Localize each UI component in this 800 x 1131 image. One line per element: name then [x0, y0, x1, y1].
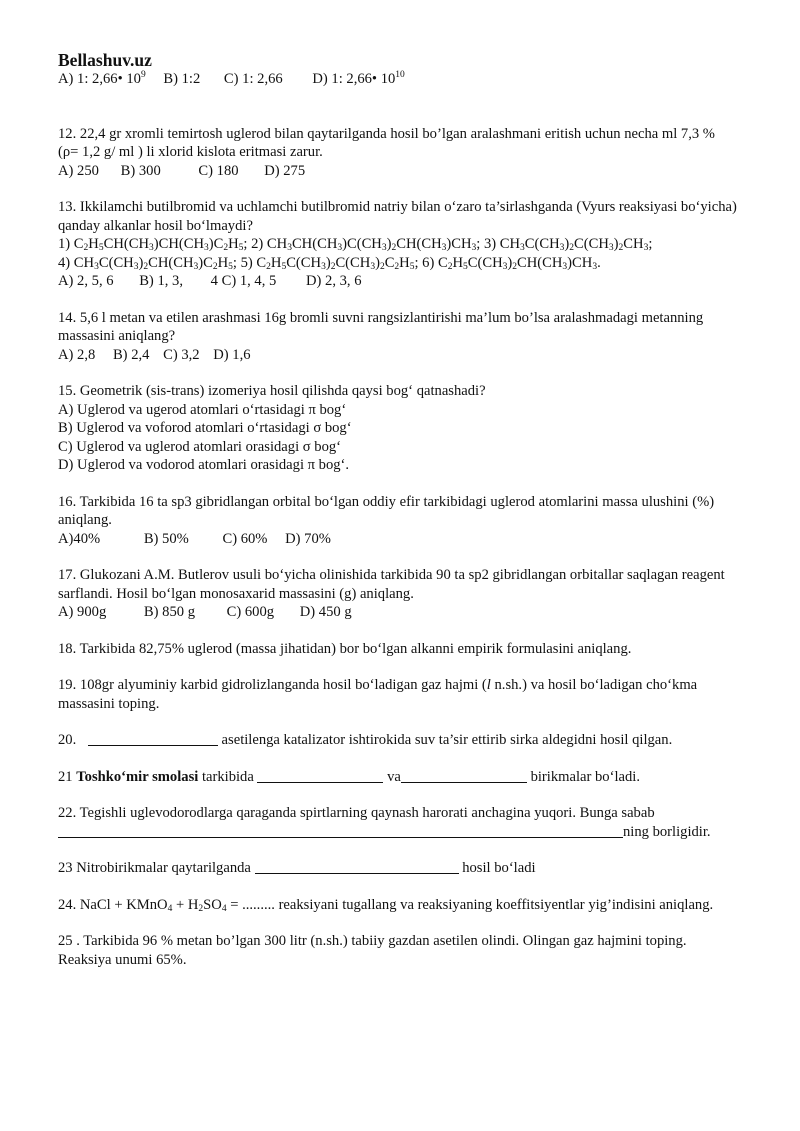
- q17-answer-a: A) 900g: [58, 604, 107, 620]
- question-17-answers: [58, 603, 738, 622]
- question-17: [58, 566, 738, 622]
- question-12-text: 12. 22,4 gr xromli temirtosh uglerod bilan qaytarilganda hosil bo’lgan aralashmani eritish uchun necha ml 7,3 % (ρ= 1,2 g/ ml ) li xlorid kislota eritmasi zarur.: [58, 125, 715, 160]
- answer-blank[interactable]: [401, 768, 527, 783]
- question-19-text: 19. 108gr alyuminiy karbid gidrolizlanganda hosil bo‘ladigan gaz hajmi (l n.sh.) va hosil bo‘ladigan cho‘kma massasini toping.: [58, 677, 698, 712]
- question-21-va: va: [383, 768, 401, 785]
- question-13-formulas-line-1: 1) $C_2H_5CH(CH_3)CH(CH_3)C_2H_5$; 2) $CH_3CH(CH_3)C(CH_3)_2CH(CH_3)CH_3$; 3) $CH_3C(CH_3)_2C(CH_3)_2CH_3$;: [58, 236, 653, 253]
- q16-answer-d: D) 70%: [285, 530, 331, 547]
- question-16: [58, 493, 738, 549]
- question-23-pre: 23 Nitrobirikmalar qaytarilganda: [58, 860, 255, 876]
- question-16-answers: [58, 530, 738, 549]
- question-18-text: 18. Tarkibida 82,75% uglerod (massa jihatidan) bor bo‘lgan alkanni empirik formulasini aniqlang.: [58, 640, 632, 657]
- q17-answer-b: B) 850 g: [143, 604, 195, 620]
- q13-answer-c: 4 C) 1, 4, 5: [210, 273, 277, 289]
- question-12: [58, 125, 738, 181]
- question-19: [58, 676, 738, 713]
- question-15-text: 15. Geometrik (sis-trans) izomeriya hosil qilishda qaysi bog‘ qatnashadi?: [58, 383, 486, 399]
- question-23: [58, 859, 738, 878]
- q11-answer-c: C) 1: 2,66: [223, 71, 283, 87]
- question-17-text: 17. Glukozani A.M. Butlerov usuli bo‘yicha olinishida tarkibida 90 ta sp2 gibridlangan orbitallar saqlagan reagent sarflandi. Hosil bo‘lgan monosaxarid massasini (g) aniqlang.: [58, 567, 725, 602]
- q12-answer-a: A) 250: [58, 162, 99, 179]
- q15-option-d: D) Uglerod va vodorod atomlari orasidagi π bog‘.: [58, 457, 350, 473]
- q14-answer-b: B) 2,4: [112, 346, 150, 363]
- q11-answer-a: A) 1: 2,66• $10^9$: [58, 70, 146, 87]
- q11-answer-b: B) 1:2: [163, 71, 201, 87]
- question-16-text: 16. Tarkibida 16 ta sp3 gibridlangan orbital bo‘lgan oddiy efir tarkibidagi uglerod atomlarini massa ulushini (%) aniqlang.: [58, 493, 715, 528]
- q13-answer-a: A) 2, 5, 6: [58, 273, 114, 289]
- question-24-text: = ......... reaksiyani tugallang va reaksiyaning koeffitsiyentlar yig’indisini aniqlang.: [226, 896, 714, 913]
- question-24: [58, 896, 738, 915]
- question-20-number: 20.: [58, 732, 77, 748]
- question-14-answers: [58, 346, 738, 365]
- q17-answer-d: D) 450 g: [299, 604, 352, 620]
- q16-answer-c: C) 60%: [222, 530, 268, 547]
- site-title: Bellashuv.uz: [58, 50, 152, 70]
- q12-answer-c: C) 180: [198, 162, 239, 179]
- q14-answer-d: D) 1,6: [213, 346, 251, 363]
- q13-answer-d: D) 2, 3, 6: [305, 273, 362, 289]
- question-21-bold-term: Toshko‘mir smolasi: [76, 768, 199, 785]
- question-14: [58, 309, 738, 365]
- q11-answer-d: D) 1: 2,66• $10^{10}$: [312, 70, 405, 87]
- question-22-end: ning borligidir.: [623, 823, 711, 840]
- q16-answer-a: A)40%: [58, 530, 101, 547]
- question-22-text: 22. Tegishli uglevodorodlarga qaraganda spirtlarning qaynash harorati anchagina yuqori. Bunga sabab: [58, 805, 655, 821]
- question-13-text: 13. Ikkilamchi butilbromid va uchlamchi butilbromid natriy bilan o‘zaro ta’sirlashganda (Vyurs reaksiyasi bo‘yicha) qanday alkanlar hosil bo‘lmaydi?: [58, 199, 737, 234]
- q16-answer-b: B) 50%: [143, 530, 189, 547]
- q17-answer-c: C) 600g: [226, 604, 275, 620]
- q12-answer-b: B) 300: [120, 162, 161, 179]
- question-13-answers: [58, 272, 738, 291]
- q14-answer-a: A) 2,8: [58, 346, 96, 363]
- question-25-text: 25 . Tarkibida 96 % metan bo’lgan 300 litr (n.sh.) tabiiy gazdan asetilen olindi. Olingan gaz hajmini toping. Reaksiya unumi 65%.: [58, 933, 687, 968]
- question-15: [58, 382, 738, 475]
- q15-option-c: C) Uglerod va uglerod atomlari orasidagi σ bog‘: [58, 438, 342, 455]
- q13-answer-b: B) 1, 3,: [139, 273, 183, 289]
- question-14-text: 14. 5,6 l metan va etilen arashmasi 16g bromli suvni rangsizlantirishi ma’lum bo’lsa aralashmadagi metanning massasini aniqlang?: [58, 309, 704, 344]
- question-25: [58, 932, 738, 969]
- answer-blank[interactable]: [58, 823, 623, 838]
- question-21-number: 21: [58, 768, 77, 785]
- question-18: [58, 640, 738, 659]
- question-13: [58, 198, 738, 291]
- question-24-equation: 24. NaCl + KMnO$_4$ + $H_2SO_4$: [58, 896, 227, 914]
- answer-blank[interactable]: [257, 768, 383, 783]
- worksheet-page: [58, 50, 738, 969]
- question-23-post: hosil bo‘ladi: [458, 860, 536, 876]
- q11-answers: [58, 70, 738, 89]
- question-22: [58, 804, 738, 841]
- answer-blank[interactable]: [255, 859, 459, 874]
- question-13-formulas-line-2: 4) $CH_3C(CH_3)_2CH(CH_3)C_2H_5$; 5) $C_2H_5C(CH_3)_2C(CH_3)_2C_2H_5$; 6) $C_2H_5C(CH_3)_2CH(CH_3)CH_3$.: [58, 254, 601, 272]
- question-20: [58, 731, 738, 750]
- q15-option-b: B) Uglerod va voforod atomlari o‘rtasidagi σ bog‘: [58, 420, 352, 436]
- question-21-mid: tarkibida: [198, 768, 258, 785]
- q14-answer-c: C) 3,2: [163, 346, 200, 363]
- question-21-end: birikmalar bo‘ladi.: [526, 768, 640, 785]
- q15-option-a: A) Uglerod va ugerod atomlari o‘rtasidagi π bog‘: [58, 401, 347, 418]
- question-12-answers: [58, 162, 738, 181]
- answer-blank[interactable]: [88, 731, 218, 746]
- q12-answer-d: D) 275: [264, 162, 306, 179]
- question-20-text: asetilenga katalizator ishtirokida suv ta’sir ettirib sirka aldegidni hosil qilgan.: [217, 732, 673, 748]
- question-21: [58, 768, 738, 787]
